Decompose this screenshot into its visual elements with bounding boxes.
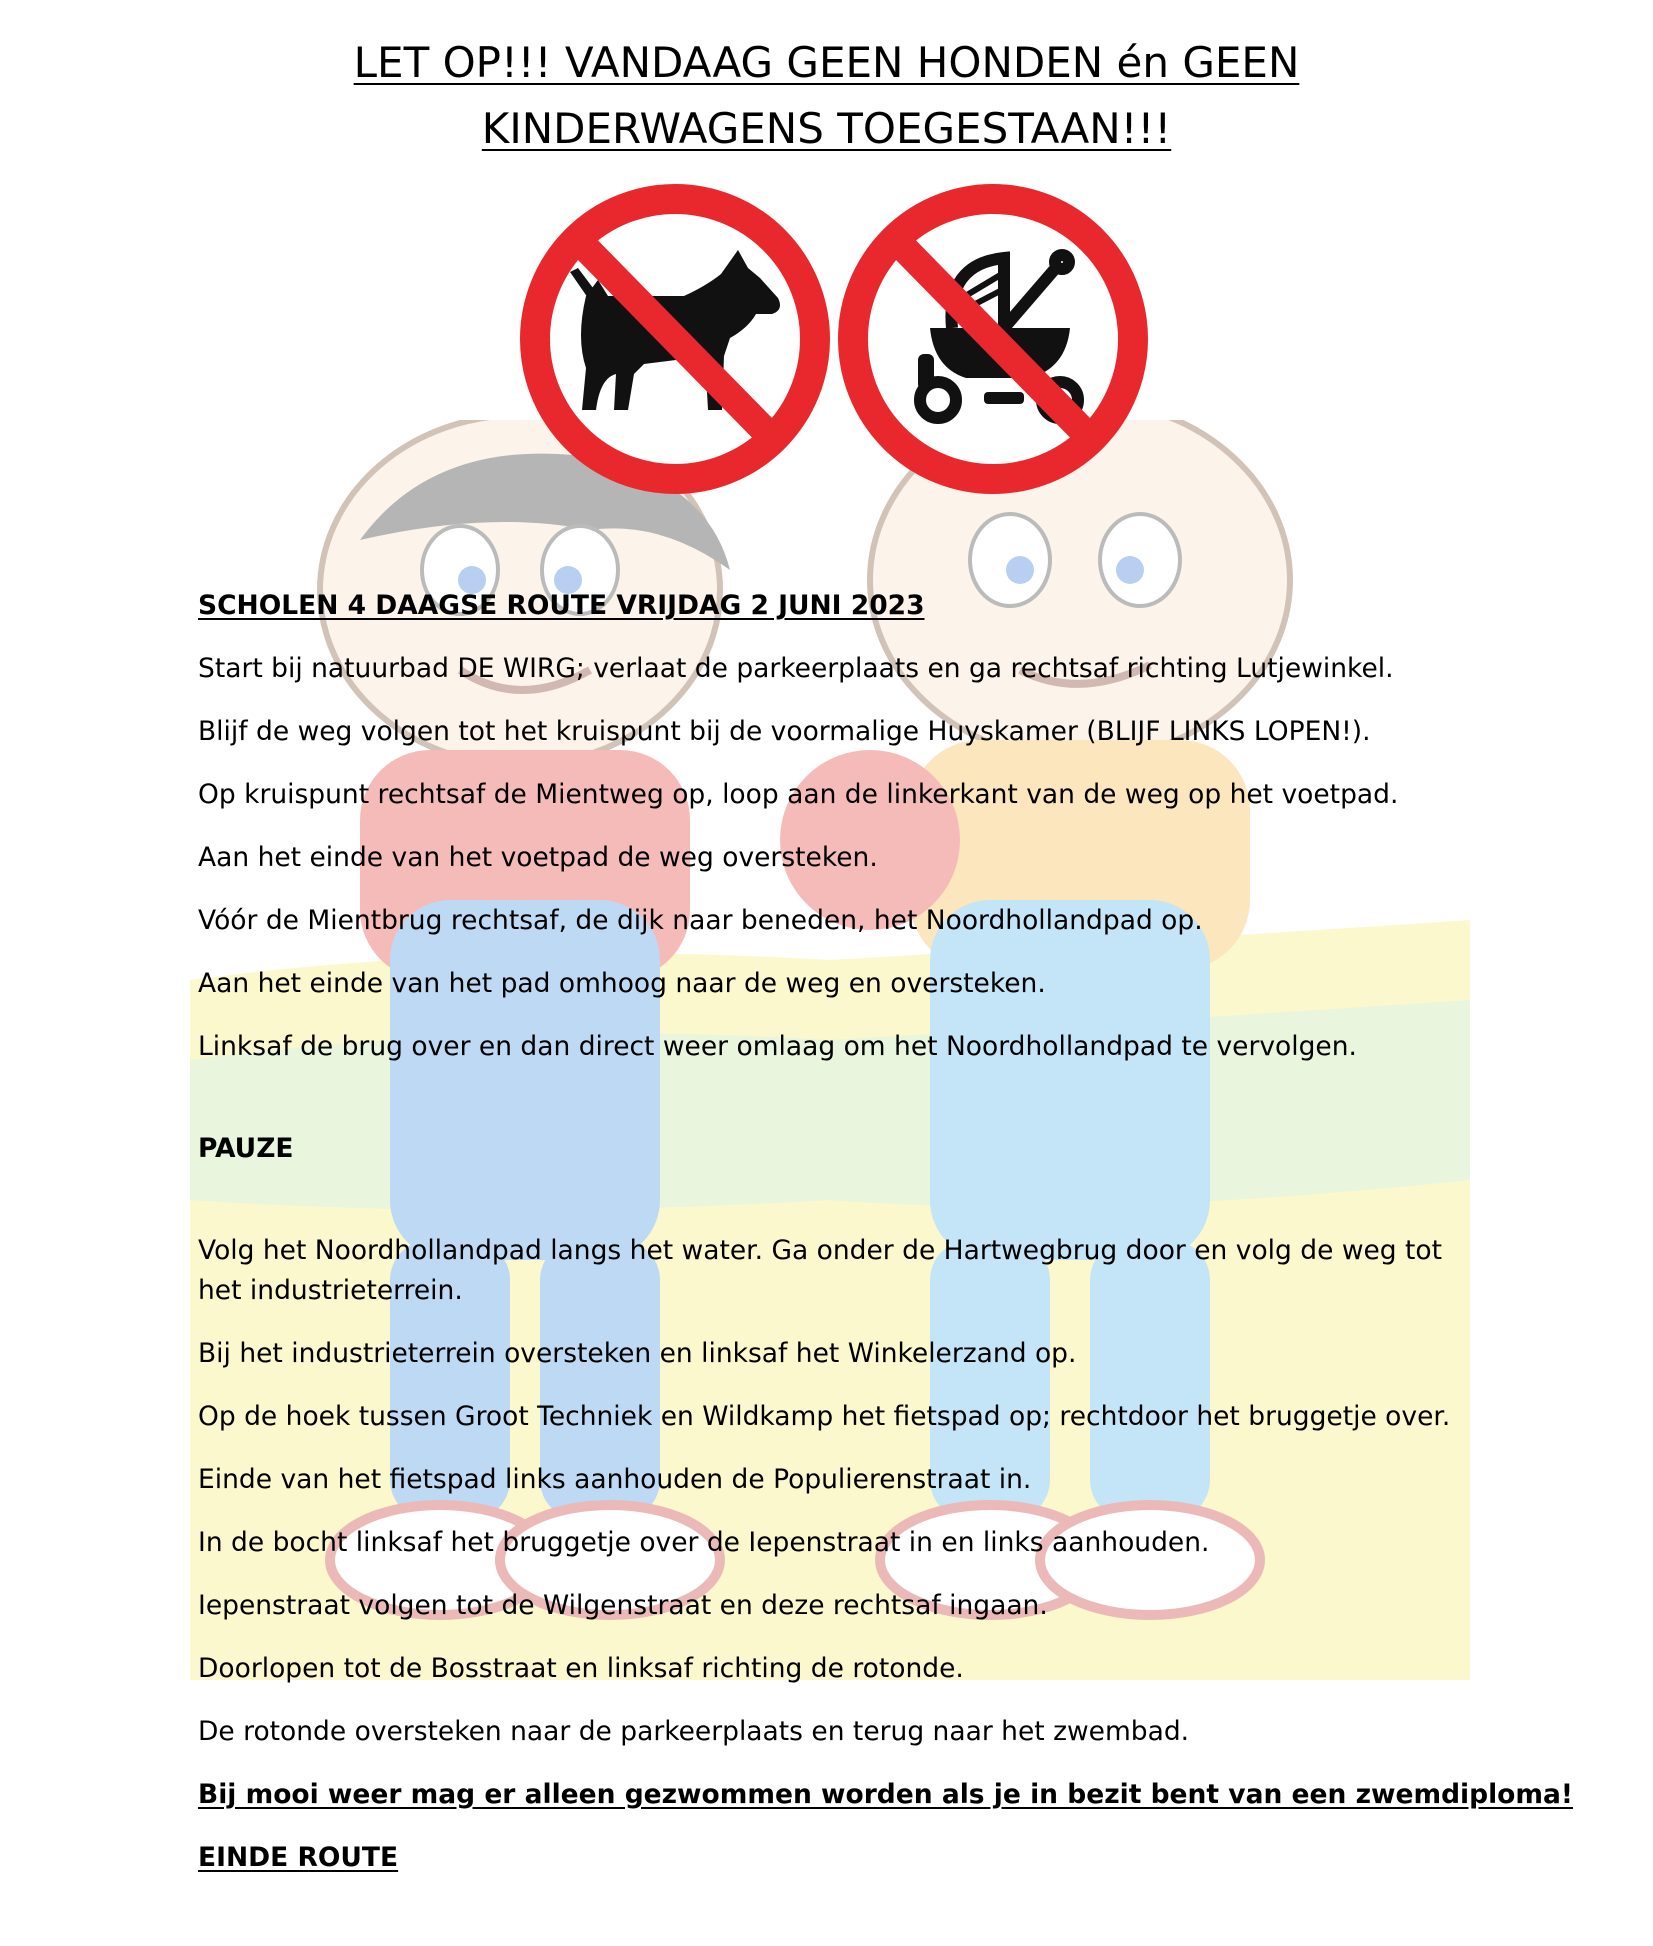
route-step: De rotonde oversteken naar de parkeerplaats en terug naar het zwembad.: [198, 1716, 1190, 1747]
route-step: Start bij natuurbad DE WIRG; verlaat de parkeerplaats en ga rechtsaf richting Lutjewinkel.: [198, 653, 1394, 684]
notice-title-line-2: KINDERWAGENS TOEGESTAAN!!!: [481, 104, 1172, 153]
prohibition-signs: [516, 178, 1142, 500]
route-step: Op de hoek tussen Groot Techniek en Wildkamp het fietspad op; rechtdoor het bruggetje over.: [198, 1401, 1451, 1432]
route-description: [198, 586, 1573, 1901]
no-dogs-icon: [516, 178, 834, 500]
route-step: Doorlopen tot de Bosstraat en linksaf richting de rotonde.: [198, 1653, 964, 1684]
route-step: Einde van het fietspad links aanhouden de Populierenstraat in.: [198, 1464, 1032, 1495]
swim-diploma-note: Bij mooi weer mag er alleen gezwommen worden als je in bezit bent van een zwemdiploma!: [198, 1779, 1573, 1810]
route-step: Aan het einde van het pad omhoog naar de weg en oversteken.: [198, 968, 1046, 999]
route-step: Vóór de Mientbrug rechtsaf, de dijk naar beneden, het Noordhollandpad op.: [198, 905, 1203, 936]
route-step: Aan het einde van het voetpad de weg oversteken.: [198, 842, 878, 873]
route-step: Iepenstraat volgen tot de Wilgenstraat en deze rechtsaf ingaan.: [198, 1590, 1048, 1621]
route-step: Blijf de weg volgen tot het kruispunt bij de voormalige Huyskamer (BLIJF LINKS LOPEN!).: [198, 716, 1371, 747]
route-heading: SCHOLEN 4 DAAGSE ROUTE VRIJDAG 2 JUNI 2023: [198, 590, 925, 621]
route-step: Volg het Noordhollandpad langs het water. Ga onder de Hartwegbrug door en volg de weg tot het industrieterrein.: [198, 1235, 1443, 1306]
route-step: Bij het industrieterrein oversteken en linksaf het Winkelerzand op.: [198, 1338, 1077, 1369]
notice-title: [0, 30, 1653, 162]
route-step: Op kruispunt rechtsaf de Mientweg op, loop aan de linkerkant van de weg op het voetpad.: [198, 779, 1399, 810]
no-strollers-icon: [834, 178, 1152, 500]
pause-heading: PAUZE: [198, 1133, 294, 1164]
route-end: EINDE ROUTE: [198, 1842, 399, 1873]
route-step: In de bocht linksaf het bruggetje over de Iepenstraat in en links aanhouden.: [198, 1527, 1210, 1558]
notice-title-line-1: LET OP!!! VANDAAG GEEN HONDEN én GEEN: [353, 38, 1300, 87]
route-step: Linksaf de brug over en dan direct weer omlaag om het Noordhollandpad te vervolgen.: [198, 1031, 1357, 1062]
